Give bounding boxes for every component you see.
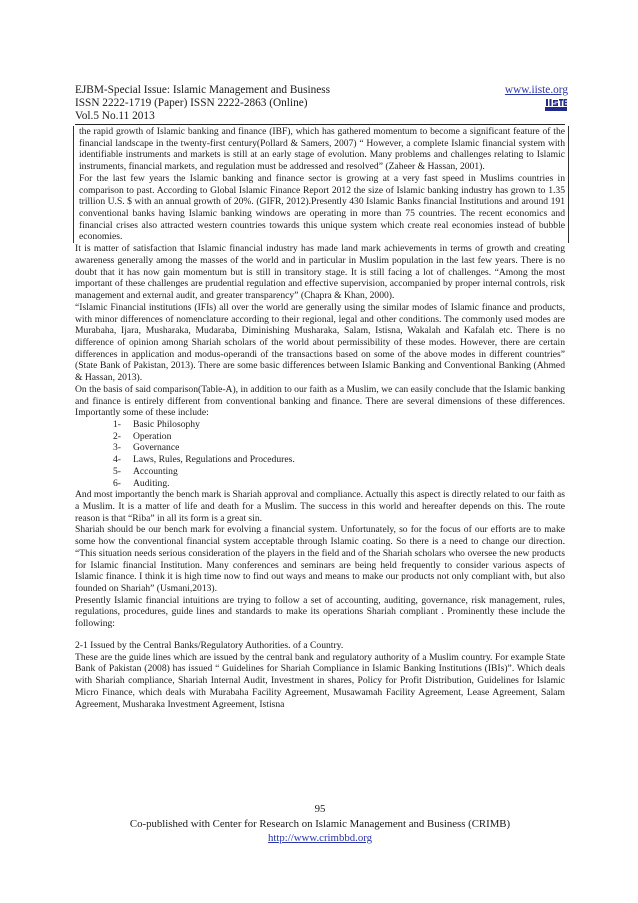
header-rule [75, 124, 565, 125]
volume-line: Vol.5 No.11 2013 [75, 110, 155, 122]
list-number: 1- [113, 418, 121, 430]
paragraph: Shariah should be our bench mark for evolving a financial system. Unfortunately, so for the focus of our efforts are to make some how the conventional financial system acceptable through Islamic coating. So there is a need to change our direction. “This situation needs serious consideration of the players in the field and of the Shariah scholars who oversee the new products for Islamic financial Institution. Many conferences and seminars are being held frequently to consider various aspects of Islamic finance. I think it is high time now to find out ways and means to make our products not only compliant with, but also founded on Shariah” (Usmani,2013). [75, 524, 565, 595]
list-number: 6- [113, 477, 121, 489]
list-number: 4- [113, 454, 121, 466]
list-item [75, 419, 565, 431]
body-text [75, 126, 565, 710]
list-text: Operation [133, 430, 172, 442]
spacer [75, 630, 565, 640]
issn-line: ISSN 2222-1719 (Paper) ISSN 2222-2863 (Online) [75, 97, 308, 109]
crimb-link[interactable]: http://www.crimbbd.org [267, 832, 373, 844]
list-item [75, 478, 565, 490]
dimensions-list [75, 419, 565, 489]
paragraph: And most importantly the bench mark is Shariah approval and compliance. Actually this aspect is directly related to our faith as a Muslim. It is a matter of life and death for a Muslim. The success in this world and hereafter depends on this. The route reason is that “Riba” in all its form is a great sin. [75, 489, 565, 524]
list-text: Governance [133, 442, 180, 454]
paragraph: These are the guide lines which are issued by the central bank and regulatory authority of a Muslim country. For example State Bank of Pakistan (2008) has issued “ Guidelines for Shariah Compliance in Islamic Banking Institutions (IBIs)”. Which deals with Shariah compliance, Shariah Internal Audit, Investment in shares, Policy for Profit Distribution, Guidelines for Islamic Micro Finance, which deals with Murabaha Facility Agreement, Musawamah Facility Agreement, Lease Agreement, Salam Agreement, Musharaka Investment Agreement, Istisna [75, 651, 565, 710]
list-text: Laws, Rules, Regulations and Procedures. [133, 454, 295, 466]
footer-link-row [75, 832, 565, 845]
list-text: Basic Philosophy [133, 418, 200, 430]
list-item [75, 442, 565, 454]
iiste-logo-icon [545, 97, 567, 111]
list-number: 5- [113, 465, 121, 477]
list-item [75, 466, 565, 478]
section-heading: 2-1 Issued by the Central Banks/Regulatory Authorities. of a Country. [75, 639, 344, 651]
paragraph: For the last few years the Islamic banking and finance sector is growing at a very fast speed in Muslims countries in comparison to past. According to Global Islamic Finance Report 2012 the size of Islamic banking industry has grown to 1.35 trillion U.S. $ with an annual growth of 20%. (GIFR, 2012).Presently 430 Islamic Banks financial Institutions and around 191 conventional banks having Islamic banking windows are operating in more than 75 countries. The recent economics and financial crises also attracted western countries towards this unique system which create real economies instead of bubble economies. [79, 172, 565, 243]
list-item [75, 454, 565, 466]
journal-title: EJBM-Special Issue: Islamic Management and Business [75, 84, 331, 96]
paragraph: “Islamic Financial institutions (IFIs) all over the world are generally using the similar modes of Islamic finance and products, with minor differences of nomenclature according to their regional, legal and other conditions. The commonly used modes are Murabaha, Ijara, Musharaka, Mudaraba, Diminishing Musharaka, Salam, Istisna, Wakalah and Kafalah etc. There is no difference of opinion among Shariah scholars of the world about permissibility of these modes. However, there are certain differences in application and modus-operandi of the transactions based on some of the above modes in different countries” (State Bank of Pakistan, 2013). There are some basic differences between Islamic Banking and Conventional Banking (Ahmed & Hassan, 2013). [75, 301, 565, 384]
list-text: Accounting [133, 465, 178, 477]
list-number: 3- [113, 442, 121, 454]
paragraph: Presently Islamic financial intuitions are trying to follow a set of accounting, auditing, governance, risk management, rules, regulations, procedures, guide lines and standards to make its operations Shariah compliant . Prominently these include the following: [75, 594, 565, 630]
page-number: 95 [314, 803, 326, 815]
paragraph: the rapid growth of Islamic banking and finance (IBF), which has gathered momentum to become a significant feature of the financial landscape in the twenty-first century(Pollard & Samers, 2007) “ However, a complete Islamic financial system with identifiable instruments and markets is still at an early stage of evolution. Many problems and challenges relating to Islamic instruments, financial markets, and regulation must be addressed and resolved” (Zaheer & Hassan, 2001). [79, 126, 565, 173]
copublished-line: Co-published with Center for Research on Islamic Management and Business (CRIMB) [129, 818, 511, 830]
iiste-link[interactable]: www.iiste.org [504, 84, 568, 96]
bordered-section [73, 126, 569, 243]
paragraph: On the basis of said comparison(Table-A), in addition to our faith as a Muslim, we can easily conclude that the Islamic banking and finance is entirely different from conventional banking and finance. There are several dimensions of these differences. Importantly some of these include: [75, 383, 565, 419]
list-item [75, 431, 565, 443]
paragraph: It is matter of satisfaction that Islamic financial industry has made land mark achievements in terms of growth and creating awareness generally among the masses of the world and in particular in Muslim population in the last few years. There is no doubt that it has now gain momentum but is still in transitory stage. It is still facing a lot of challenges. “Among the most important of these challenges are prudential regulation and effective supervision, accompanied by proper internal controls, risk management and external audit, and greater transparency” (Chapra & Khan, 2000). [75, 243, 565, 302]
list-number: 2- [113, 430, 121, 442]
list-text: Auditing. [133, 477, 170, 489]
